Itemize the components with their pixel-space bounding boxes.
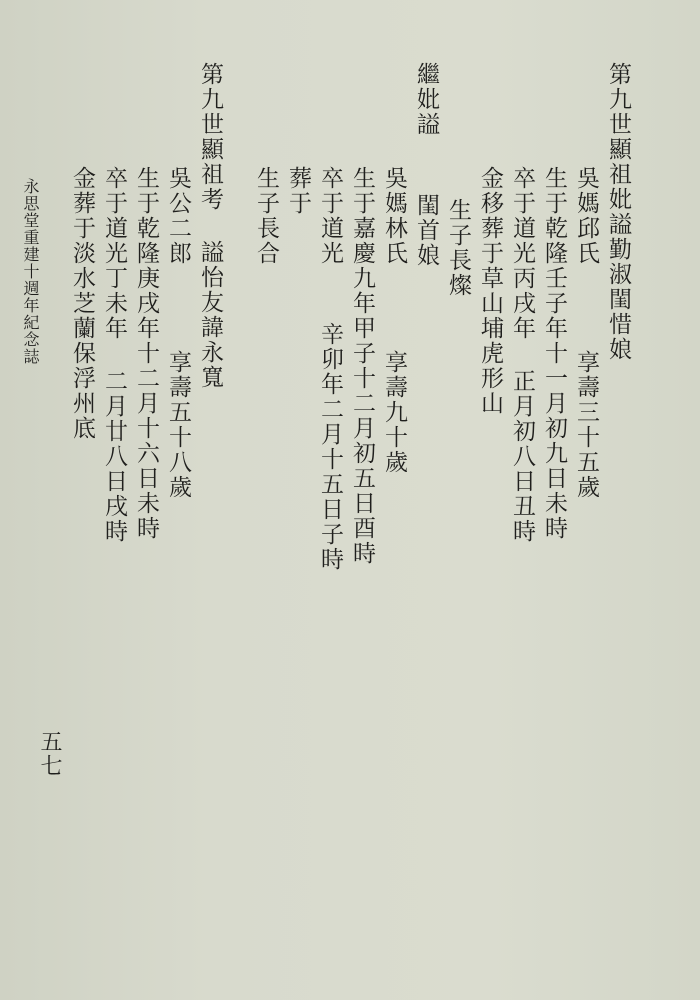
text-column-10: 卒于道光 辛卯年二月十五日子時: [317, 110, 343, 572]
text-column-12: 生子長合: [253, 110, 279, 266]
text-column-17: 金葬于淡水芝蘭保浮州底: [69, 110, 95, 441]
page-number: 五七: [37, 730, 62, 778]
text-column-3: 生于乾隆壬子年十一月初九日未時: [541, 110, 567, 541]
text-column-13: 第九世顯祖考 謚怡友諱永寬: [197, 62, 223, 390]
text-column-9: 生于嘉慶九年甲子十二月初五日酉時: [349, 110, 375, 566]
text-column-15: 生于乾隆庚戌年十二月十六日未時: [133, 110, 159, 541]
text-column-1: 第九世顯祖妣謚勤淑閨惜娘: [605, 62, 631, 362]
text-column-14: 吳公二郎 享壽五十八歲: [165, 110, 191, 500]
text-column-11: 葬于: [285, 110, 311, 216]
text-column-7: 繼妣謚 閨首娘: [413, 62, 439, 268]
text-column-16: 卒于道光丁未年 二月廿八日戌時: [101, 110, 127, 544]
text-column-5: 金移葬于草山埔虎形山: [477, 110, 503, 416]
text-column-6: 生子長燦: [445, 86, 471, 298]
text-column-2: 吳媽邱氏 享壽三十五歲: [573, 110, 599, 500]
footer-book-title: 永思堂重建十週年紀念誌: [21, 178, 40, 365]
text-column-8: 吳媽林氏 享壽九十歲: [381, 110, 407, 475]
text-column-4: 卒于道光丙戌年 正月初八日丑時: [509, 110, 535, 544]
